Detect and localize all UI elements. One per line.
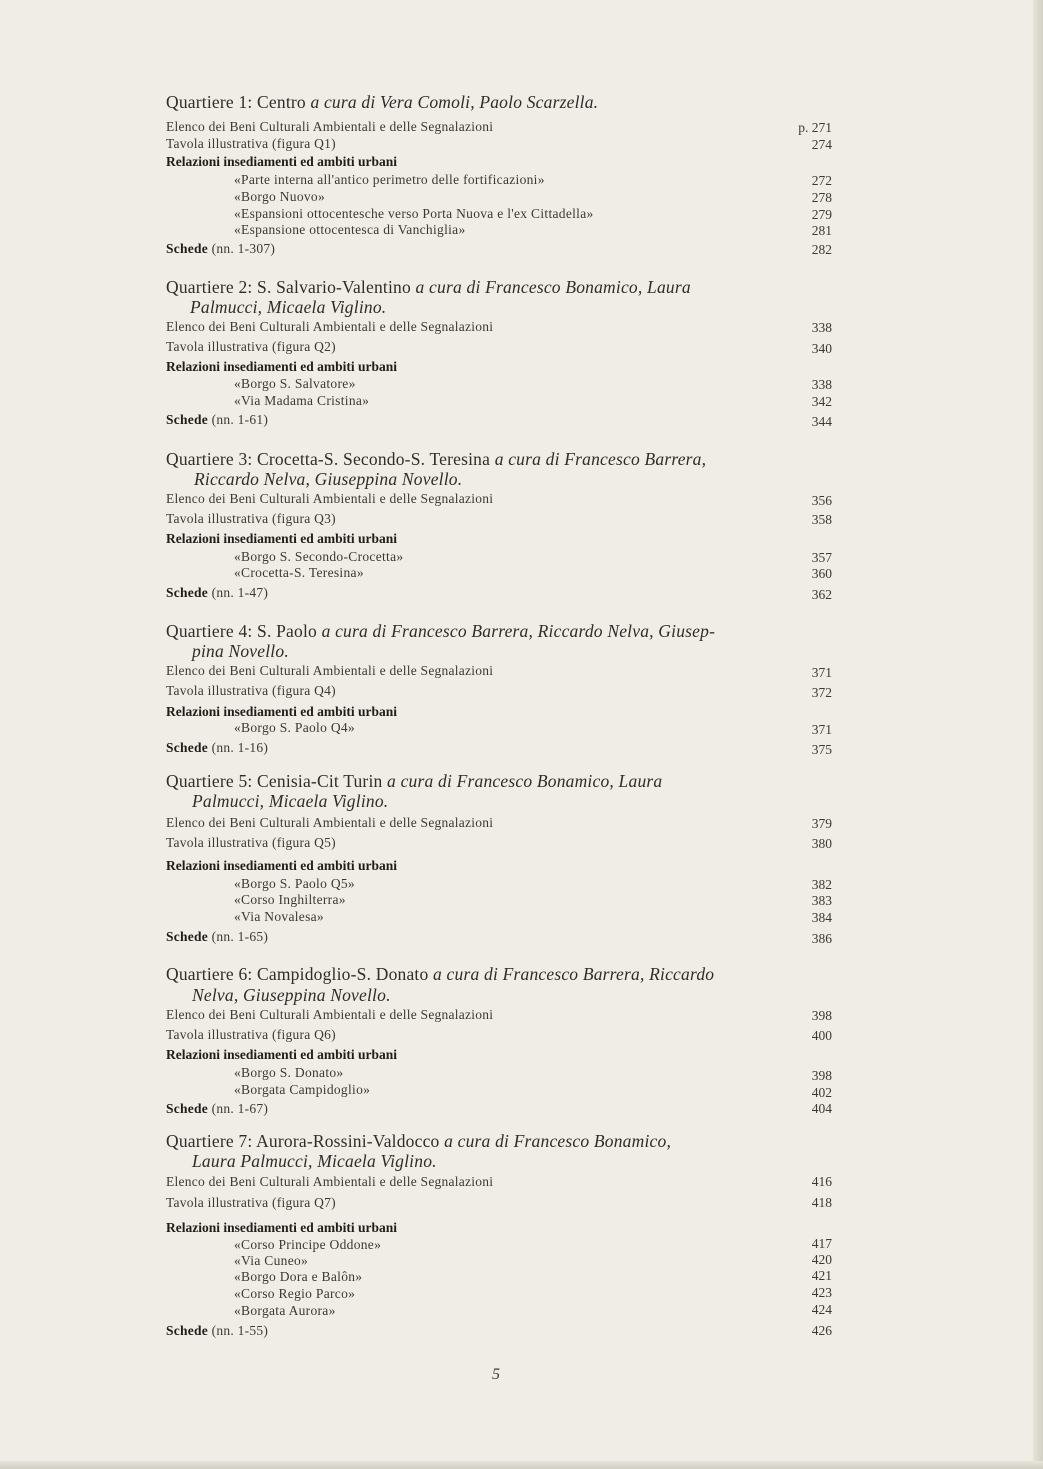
tavola-label: Tavola illustrativa (figura Q5) <box>166 835 336 850</box>
schede-range: (nn. 1-307) <box>211 241 276 256</box>
section-title: Quartiere 3: Crocetta-S. Secondo-S. Teresina a cura di Francesco Barrera, <box>166 449 707 469</box>
relazione-page: 417 <box>811 1236 832 1251</box>
elenco-page: 371 <box>811 665 832 680</box>
tavola-page: 340 <box>811 341 832 356</box>
relazione-page: 424 <box>811 1302 832 1317</box>
section-title-line2: Nelva, Giuseppina Novello. <box>192 985 391 1005</box>
schede-range: (nn. 1-67) <box>211 1101 269 1116</box>
schede-label: Schede <box>166 585 208 600</box>
relazioni-heading: Relazioni insediamenti ed ambiti urbani <box>166 359 398 374</box>
elenco-label: Elenco dei Beni Culturali Ambientali e delle Segnalazioni <box>166 663 494 678</box>
relazione-item: «Via Madama Cristina» <box>234 393 370 408</box>
relazione-item: «Via Novalesa» <box>234 909 324 924</box>
schede-row <box>166 412 268 428</box>
schede-row <box>166 585 268 601</box>
relazione-item: «Borgata Aurora» <box>234 1303 336 1318</box>
elenco-page: 398 <box>811 1008 832 1023</box>
tavola-page: 274 <box>811 137 832 152</box>
relazioni-heading: Relazioni insediamenti ed ambiti urbani <box>166 154 398 169</box>
relazione-page: 360 <box>811 566 832 581</box>
elenco-label: Elenco dei Beni Culturali Ambientali e delle Segnalazioni <box>166 815 494 830</box>
relazione-page: 279 <box>811 207 832 222</box>
schede-row <box>166 1323 268 1339</box>
section-title-line2: Laura Palmucci, Micaela Viglino. <box>192 1151 437 1171</box>
relazione-item: «Borgo Nuovo» <box>234 189 326 204</box>
section-title-line2: Riccardo Nelva, Giuseppina Novello. <box>194 469 463 489</box>
relazione-item: «Corso Principe Oddone» <box>234 1237 382 1252</box>
page-bottom-shadow <box>0 1461 1043 1469</box>
tavola-label: Tavola illustrativa (figura Q4) <box>166 683 336 698</box>
schede-label: Schede <box>166 1323 208 1338</box>
relazione-item: «Corso Inghilterra» <box>234 892 346 907</box>
relazione-item: «Borgo S. Secondo-Crocetta» <box>234 549 404 564</box>
schede-page: 386 <box>811 931 832 946</box>
tavola-page: 418 <box>811 1195 832 1210</box>
elenco-page: p. 271 <box>798 120 832 135</box>
section-title: Quartiere 6: Campidoglio-S. Donato a cura di Francesco Barrera, Riccardo <box>166 964 715 984</box>
section-title: Quartiere 5: Cenisia-Cit Turin a cura di Francesco Bonamico, Laura <box>166 771 663 791</box>
relazione-item: «Borgo Dora e Balôn» <box>234 1269 363 1284</box>
relazione-page: 402 <box>811 1085 832 1100</box>
schede-page: 344 <box>811 414 832 429</box>
schede-label: Schede <box>166 929 208 944</box>
elenco-label: Elenco dei Beni Culturali Ambientali e delle Segnalazioni <box>166 119 494 134</box>
relazione-page: 383 <box>811 893 832 908</box>
tavola-label: Tavola illustrativa (figura Q7) <box>166 1195 336 1210</box>
relazione-page: 338 <box>811 377 832 392</box>
tavola-page: 372 <box>811 685 832 700</box>
schede-label: Schede <box>166 241 208 256</box>
relazione-item: «Borgo S. Paolo Q4» <box>234 720 355 735</box>
tavola-label: Tavola illustrativa (figura Q1) <box>166 136 336 151</box>
relazione-page: 357 <box>811 550 832 565</box>
relazione-page: 272 <box>811 173 832 188</box>
relazione-page: 421 <box>811 1268 832 1283</box>
relazione-page: 281 <box>811 223 832 238</box>
schede-row <box>166 1101 268 1117</box>
relazione-page: 371 <box>811 722 832 737</box>
section-title: Quartiere 4: S. Paolo a cura di Francesco Barrera, Riccardo Nelva, Giusep- <box>166 621 716 641</box>
relazione-page: 398 <box>811 1068 832 1083</box>
schede-page: 375 <box>811 742 832 757</box>
tavola-label: Tavola illustrativa (figura Q6) <box>166 1027 336 1042</box>
relazione-item: «Borgo S. Salvatore» <box>234 376 356 391</box>
section-title-line2: Palmucci, Micaela Viglino. <box>192 791 389 811</box>
section-title: Quartiere 1: Centro a cura di Vera Comoli, Paolo Scarzella. <box>166 92 599 112</box>
elenco-label: Elenco dei Beni Culturali Ambientali e delle Segnalazioni <box>166 319 494 334</box>
schede-page: 404 <box>811 1101 832 1116</box>
relazione-page: 382 <box>811 877 832 892</box>
relazione-item: «Borgata Campidoglio» <box>234 1082 371 1097</box>
schede-range: (nn. 1-55) <box>211 1323 269 1338</box>
relazione-item: «Parte interna all'antico perimetro delle fortificazioni» <box>234 172 545 187</box>
tavola-page: 400 <box>811 1028 832 1043</box>
relazione-item: «Borgo S. Paolo Q5» <box>234 876 355 891</box>
schede-label: Schede <box>166 740 208 755</box>
section-title-line2: Palmucci, Micaela Viglino. <box>190 297 387 317</box>
schede-row <box>166 929 268 945</box>
tavola-page: 380 <box>811 836 832 851</box>
elenco-label: Elenco dei Beni Culturali Ambientali e delle Segnalazioni <box>166 1174 494 1189</box>
page-number: 5 <box>492 1366 500 1383</box>
elenco-label: Elenco dei Beni Culturali Ambientali e delle Segnalazioni <box>166 1007 494 1022</box>
relazioni-heading: Relazioni insediamenti ed ambiti urbani <box>166 1220 398 1235</box>
relazione-page: 342 <box>811 394 832 409</box>
schede-row <box>166 740 268 756</box>
relazione-item: «Crocetta-S. Teresina» <box>234 565 364 580</box>
relazione-item: «Espansioni ottocentesche verso Porta Nuova e l'ex Cittadella» <box>234 206 594 221</box>
section-title: Quartiere 7: Aurora-Rossini-Valdocco a cura di Francesco Bonamico, <box>166 1131 672 1151</box>
relazione-item: «Via Cuneo» <box>234 1253 309 1268</box>
schede-range: (nn. 1-65) <box>211 929 269 944</box>
relazioni-heading: Relazioni insediamenti ed ambiti urbani <box>166 858 398 873</box>
relazione-item: «Espansione ottocentesca di Vanchiglia» <box>234 222 466 237</box>
schede-range: (nn. 1-16) <box>211 740 269 755</box>
relazioni-heading: Relazioni insediamenti ed ambiti urbani <box>166 1047 398 1062</box>
elenco-page: 379 <box>811 816 832 831</box>
schede-row <box>166 241 275 257</box>
tavola-label: Tavola illustrativa (figura Q3) <box>166 511 336 526</box>
elenco-page: 356 <box>811 493 832 508</box>
schede-page: 282 <box>811 242 832 257</box>
elenco-page: 338 <box>811 320 832 335</box>
schede-range: (nn. 1-61) <box>211 412 269 427</box>
relazione-page: 420 <box>811 1252 832 1267</box>
relazione-item: «Borgo S. Donato» <box>234 1065 344 1080</box>
elenco-page: 416 <box>811 1174 832 1189</box>
elenco-label: Elenco dei Beni Culturali Ambientali e delle Segnalazioni <box>166 491 494 506</box>
page-edge-shadow <box>1033 0 1043 1469</box>
relazione-page: 278 <box>811 190 832 205</box>
relazione-page: 384 <box>811 910 832 925</box>
tavola-label: Tavola illustrativa (figura Q2) <box>166 339 336 354</box>
relazione-item: «Corso Regio Parco» <box>234 1286 356 1301</box>
schede-label: Schede <box>166 412 208 427</box>
schede-label: Schede <box>166 1101 208 1116</box>
schede-page: 362 <box>811 587 832 602</box>
relazione-page: 423 <box>811 1285 832 1300</box>
relazioni-heading: Relazioni insediamenti ed ambiti urbani <box>166 531 398 546</box>
tavola-page: 358 <box>811 512 832 527</box>
relazioni-heading: Relazioni insediamenti ed ambiti urbani <box>166 704 398 719</box>
schede-range: (nn. 1-47) <box>211 585 269 600</box>
section-title-line2: pina Novello. <box>192 641 289 661</box>
section-title: Quartiere 2: S. Salvario-Valentino a cura di Francesco Bonamico, Laura <box>166 277 691 297</box>
schede-page: 426 <box>811 1323 832 1338</box>
